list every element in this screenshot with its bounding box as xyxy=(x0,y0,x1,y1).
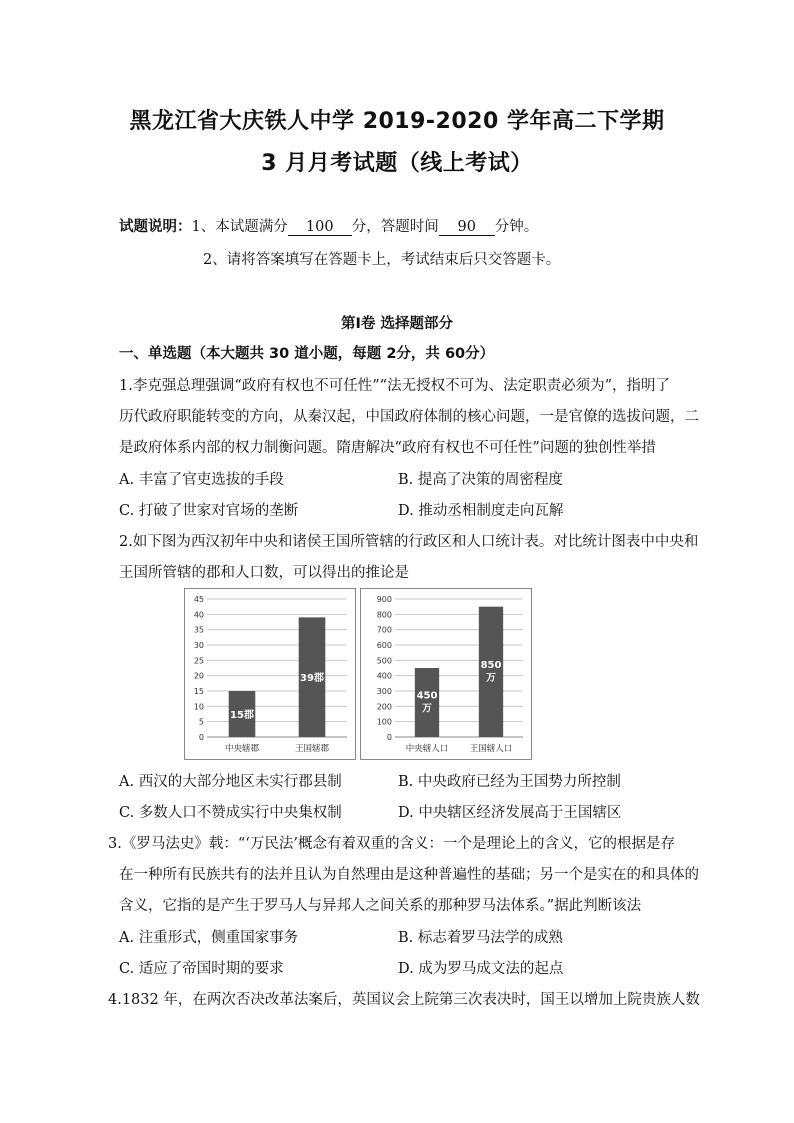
y-tick-label: 5 xyxy=(198,717,204,727)
question-1-option-c: C. 打破了世家对官场的垄断 xyxy=(119,503,299,519)
data-label: 万 xyxy=(422,703,432,715)
question-3-option-d: D. 成为罗马成文法的起点 xyxy=(398,961,564,977)
instructions-line1 xyxy=(119,215,538,236)
bar xyxy=(479,607,503,737)
section-heading: 一、单选题（本大题共 30 道小题，每题 2分，共 60分） xyxy=(119,346,495,362)
question-2-option-b: B. 中央政府已经为王国势力所控制 xyxy=(398,774,621,790)
question-1-option-d: D. 推动丞相制度走向瓦解 xyxy=(398,503,564,519)
y-tick-label: 20 xyxy=(193,671,204,681)
chart-population-svg xyxy=(361,589,531,759)
part-title: 第Ⅰ卷 选择题部分 xyxy=(341,316,453,332)
question-1-option-b: B. 提高了决策的周密程度 xyxy=(398,472,563,488)
y-tick-label: 300 xyxy=(376,687,392,696)
x-tick-label: 王国辖郡 xyxy=(294,744,330,754)
y-tick-label: 700 xyxy=(376,625,392,635)
question-2-option-d: D. 中央辖区经济发展高于王国辖区 xyxy=(398,805,622,821)
time-blank: 90 xyxy=(439,219,495,236)
data-label: 450 xyxy=(416,690,438,702)
data-label: 15郡 xyxy=(230,710,254,721)
bar xyxy=(415,668,439,737)
chart-commanderies-svg xyxy=(185,589,355,759)
y-tick-label: 45 xyxy=(193,595,204,604)
y-tick-label: 0 xyxy=(198,733,204,742)
x-tick-label: 王国辖人口 xyxy=(469,744,513,754)
data-label: 万 xyxy=(486,672,496,684)
instructions-text: 分钟。 xyxy=(494,219,539,235)
question-1-line: 是政府体系内部的权力制衡问题。隋唐解决“政府有权也不可任性”问题的独创性举措 xyxy=(119,440,656,456)
data-label: 850 xyxy=(480,659,502,671)
instructions-line2: 2、请将答案填写在答题卡上，考试结束后只交答题卡。 xyxy=(203,252,561,268)
exam-title-line1: 黑龙江省大庆铁人中学 2019-2020 学年高二下学期 xyxy=(129,109,665,134)
y-tick-label: 900 xyxy=(376,595,392,604)
question-3-option-a: A. 注重形式，侧重国家事务 xyxy=(119,930,299,946)
y-tick-label: 600 xyxy=(376,641,392,650)
exam-title-line2: 3 月月考试题（线上考试） xyxy=(261,151,533,176)
y-tick-label: 0 xyxy=(386,733,392,742)
question-2-option-a: A. 西汉的大部分地区未实行郡县制 xyxy=(119,774,342,790)
y-tick-label: 15 xyxy=(193,687,204,696)
y-tick-label: 25 xyxy=(193,656,204,666)
y-tick-label: 100 xyxy=(376,717,392,727)
y-tick-label: 30 xyxy=(193,641,204,650)
question-2-option-c: C. 多数人口不赞成实行中央集权制 xyxy=(119,805,342,821)
chart-population xyxy=(360,588,532,760)
question-4-line: 4.1832 年，在两次否决改革法案后，英国议会上院第三次表决时，国王以增加上院贵族人数 xyxy=(108,992,700,1008)
instructions-label: 试题说明： xyxy=(119,219,192,235)
question-2-line: 王国所管辖的郡和人口数，可以得出的推论是 xyxy=(119,565,409,581)
x-tick-label: 中央辖人口 xyxy=(405,744,449,754)
question-2-line: 2.如下图为西汉初年中央和诸侯王国所管辖的行政区和人口统计表。对比统计图表中中央和 xyxy=(119,534,699,550)
question-1-line: 历代政府职能转变的方向，从秦汉起，中国政府体制的核心问题，一是官僚的选拔问题，二 xyxy=(119,409,699,425)
x-tick-label: 中央辖郡 xyxy=(224,744,260,754)
question-3-line: 含义，它指的是产生于罗马人与异邦人之间关系的那种罗马法体系。”据此判断该法 xyxy=(119,898,642,914)
question-3-line: 在一种所有民族共有的法并且认为自然理由是这种普遍性的基础；另一个是实在的和具体的 xyxy=(119,867,699,883)
question-1-line: 1.李克强总理强调“政府有权也不可任性”“法无授权不可为、法定职责必须为”，指明了 xyxy=(119,378,670,394)
question-3-option-b: B. 标志着罗马法学的成熟 xyxy=(398,930,563,946)
instructions-text: 分，答题时间 xyxy=(351,219,439,235)
question-3-option-c: C. 适应了帝国时期的要求 xyxy=(119,961,284,977)
y-tick-label: 200 xyxy=(376,702,392,712)
instructions-text: 1、本试题满分 xyxy=(191,219,288,235)
y-tick-label: 400 xyxy=(376,671,392,681)
y-tick-label: 40 xyxy=(193,610,204,620)
data-label: 39郡 xyxy=(300,673,324,685)
full-score-blank: 100 xyxy=(288,219,352,236)
y-tick-label: 500 xyxy=(376,656,392,666)
question-3-line: 3.《罗马法史》载：“‘万民法’概念有着双重的含义：一个是理论上的含义，它的根据是存 xyxy=(108,836,675,852)
question-1-option-a: A. 丰富了官吏选拔的手段 xyxy=(119,472,284,488)
chart-commanderies xyxy=(184,588,356,760)
y-tick-label: 800 xyxy=(376,610,392,620)
y-tick-label: 10 xyxy=(193,702,204,712)
y-tick-label: 35 xyxy=(193,625,204,635)
